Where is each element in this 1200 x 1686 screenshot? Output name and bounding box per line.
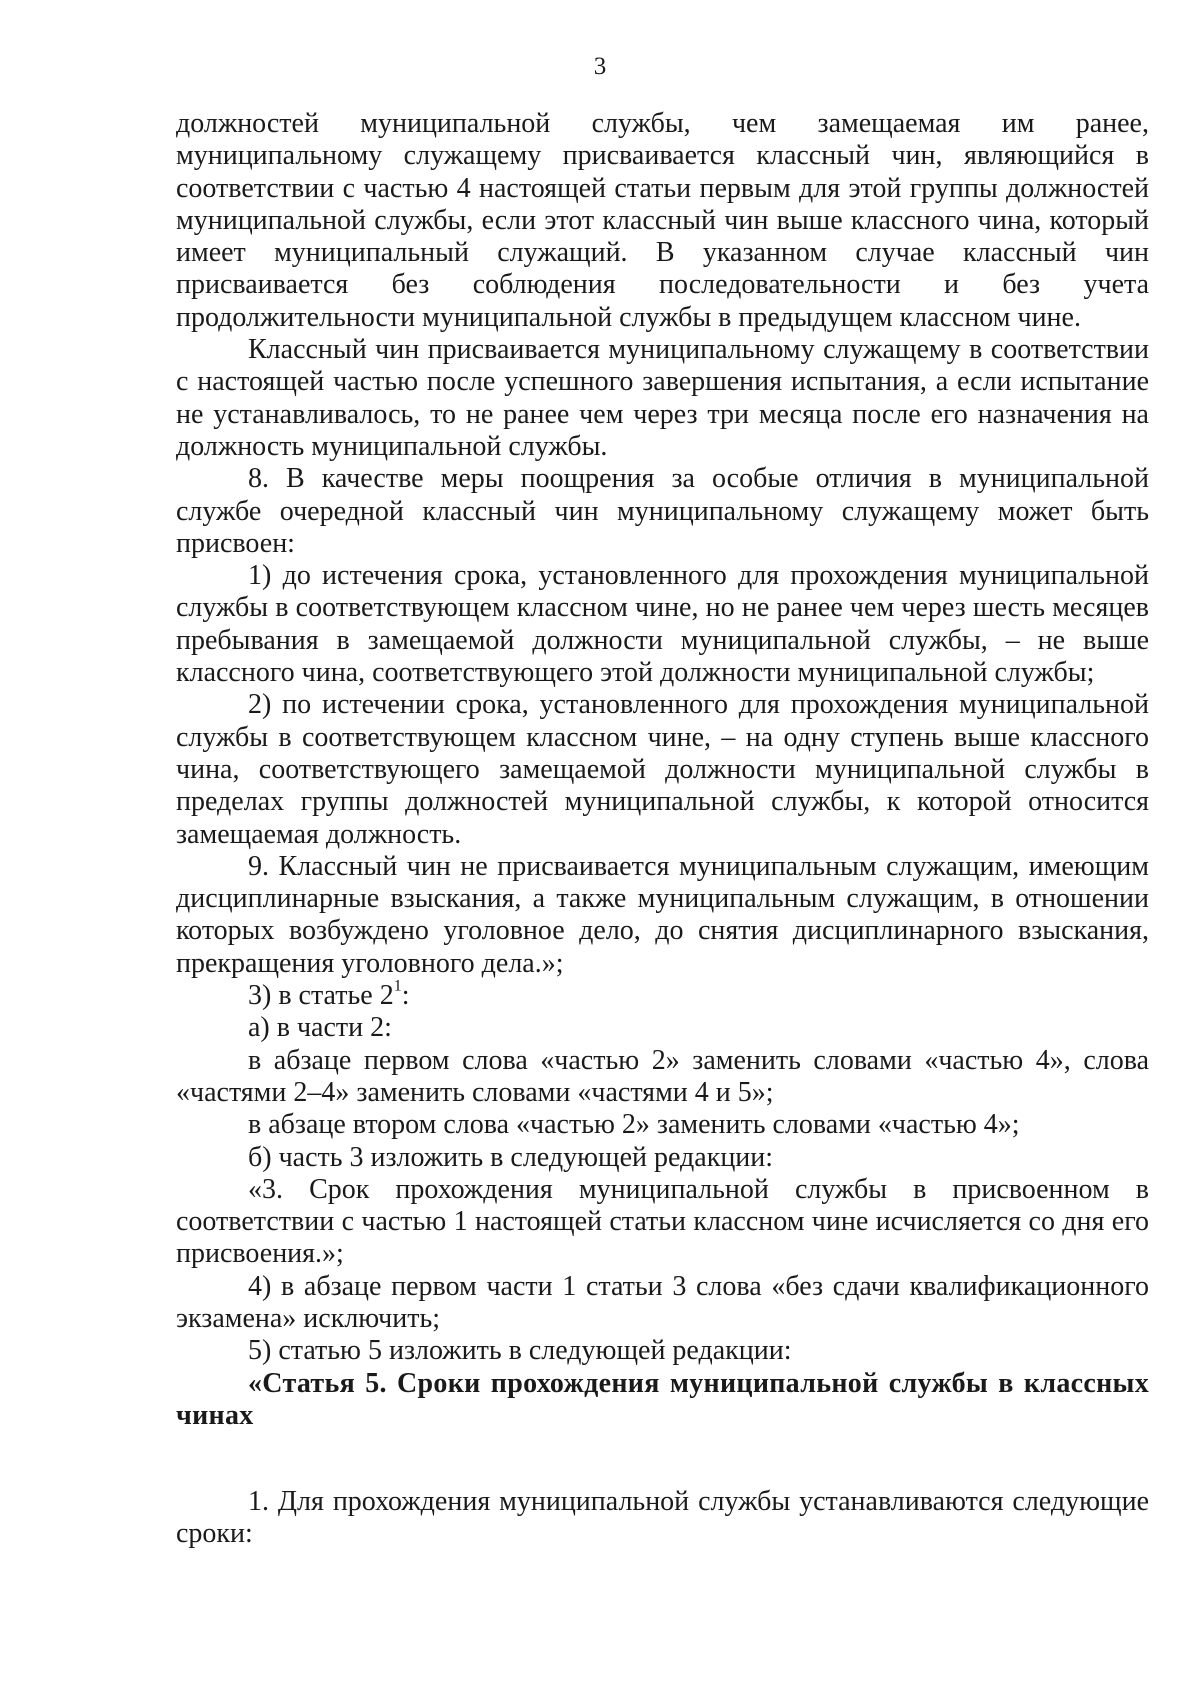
- paragraph-article-5-item-1: 1. Для прохождения муниципальной службы устанавливаются следующие сроки:: [176, 1486, 1149, 1550]
- paragraph-class-rank-assignment: Классный чин присваивается муниципальному служащему в соответствии с настоящей частью после успешного завершения испытания, а если испытание не устанавливалось, то не ранее чем через три месяца после его назначения на должность муниципальной службы.: [176, 334, 1149, 462]
- paragraph-second-abzac-change: в абзаце втором слова «частью 2» заменить словами «частью 4»;: [248, 1109, 1020, 1141]
- paragraph-subitem-a: а) в части 2:: [248, 1012, 392, 1044]
- paragraph-item-8: 8. В качестве меры поощрения за особые отличия в муниципальной службе очередной классный чин муниципальному служащему может быть присвоен:: [176, 463, 1149, 559]
- article-superscript: 1: [393, 977, 402, 995]
- amendment-3-text: 3) в статье 2: [248, 980, 394, 1012]
- paragraph-amendment-5: 5) статью 5 изложить в следующей редакции:: [248, 1335, 792, 1367]
- document-body: [176, 108, 1149, 1551]
- paragraph-first-abzac-change: в абзаце первом слова «частью 2» заменить словами «частью 4», слова «частями 2–4» заменить словами «частями 4 и 5»;: [176, 1044, 1149, 1108]
- amendment-3-colon: :: [401, 980, 410, 1012]
- paragraph-subitem-b: б) часть 3 изложить в следующей редакции:: [248, 1141, 774, 1173]
- paragraph-item-8-subitem-1: 1) до истечения срока, установленного для прохождения муниципальной службы в соответствующем классном чине, но не ранее чем через шесть месяцев пребывания в замещаемой должности муниципальной службы, – не выше классного чина, соответствующего этой должности муниципальной службы;: [176, 560, 1149, 689]
- paragraph-amendment-3: [176, 977, 1149, 1012]
- paragraph-amendment-4: 4) в абзаце первом части 1 статьи 3 слова «без сдачи квалификационного экзамена» исключить;: [176, 1270, 1149, 1334]
- paragraph-continuation: должностей муниципальной службы, чем замещаемая им ранее, муниципальному служащему присваивается классный чин, являющийся в соответствии с частью 4 настоящей статьи первым для этой группы должностей муниципальной службы, если этот классный чин выше классного чина, который имеет муниципальный служащий. В указанном случае классный чин присваивается без соблюдения последовательности и без учета продолжительности муниципальной службы в предыдущем классном чине.: [176, 108, 1149, 333]
- page-number: 3: [593, 53, 607, 80]
- paragraph-item-9: 9. Классный чин не присваивается муниципальным служащим, имеющим дисциплинарные взыскания, а также муниципальным служащим, в отношении которых возбуждено уголовное дело, до снятия дисциплинарного взыскания, прекращения уголовного дела.»;: [176, 850, 1149, 979]
- article-5-heading: «Статья 5. Сроки прохождения муниципальной службы в классных чинах: [176, 1367, 1149, 1431]
- paragraph-new-part-3: «3. Срок прохождения муниципальной службы в присвоенном в соответствии с частью 1 настоящей статьи классном чине исчисляется со дня его присвоения.»;: [176, 1173, 1149, 1270]
- paragraph-item-8-subitem-2: 2) по истечении срока, установленного для прохождения муниципальной службы в соответствующем классном чине, – на одну ступень выше классного чина, соответствующего замещаемой должности муниципальной службы в пределах группы должностей муниципальной службы, к которой относится замещаемая должность.: [176, 689, 1149, 850]
